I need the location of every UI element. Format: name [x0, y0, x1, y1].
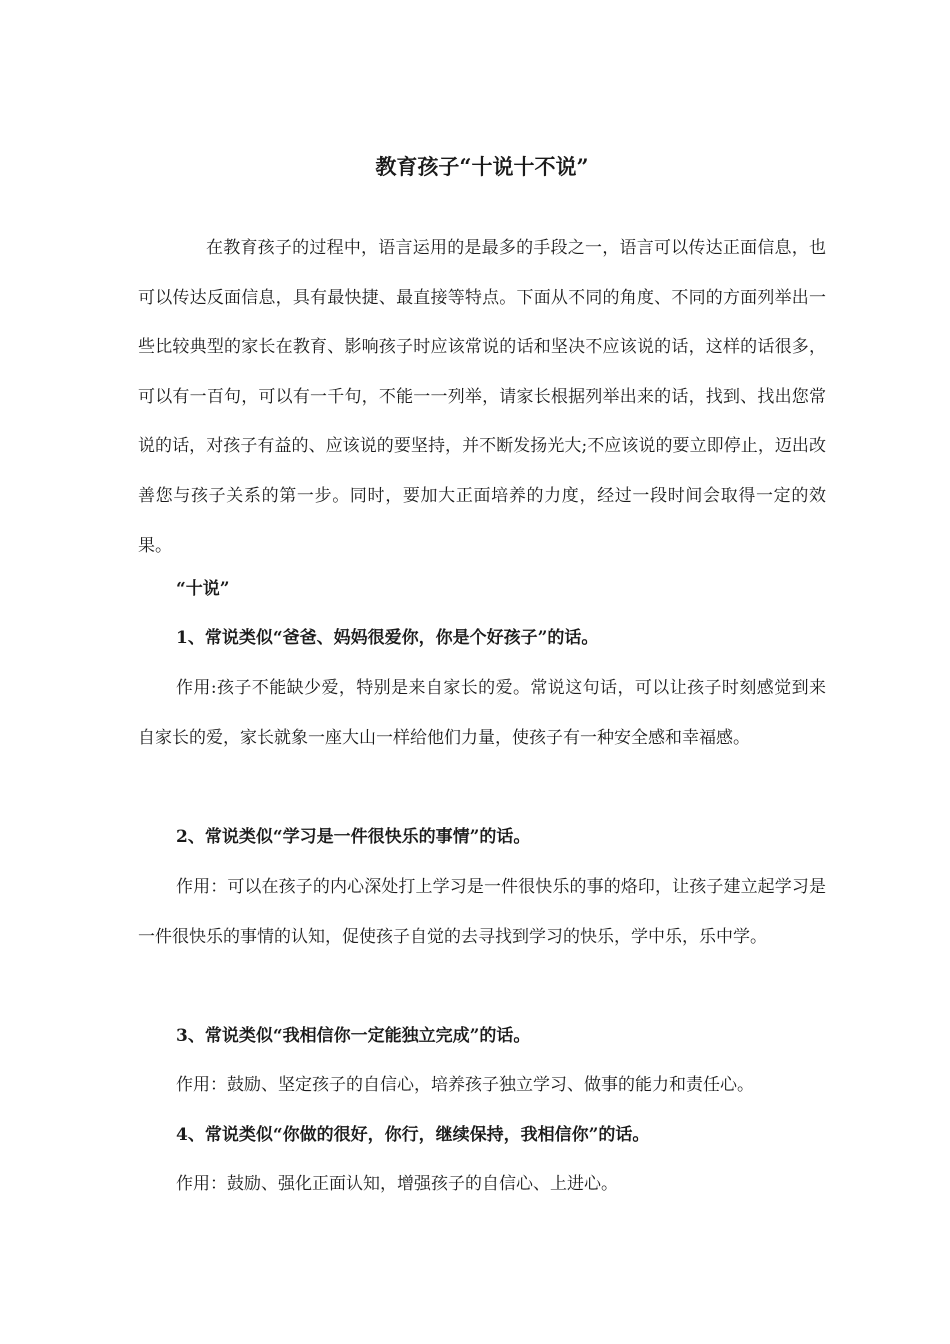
item-1-heading: 1、常说类似“爸爸、妈妈很爱你，你是个好孩子”的话。	[176, 628, 599, 648]
item-4-heading: 4、常说类似“你做的很好，你行，继续保持，我相信你”的话。	[176, 1125, 650, 1145]
item-2-effect: 作用：可以在孩子的内心深处打上学习是一件很快乐的事的烙印，让孩子建立起学习是一件很快乐的事情的认知，促使孩子自觉的去寻找到学习的快乐，学中乐，乐中学。	[138, 877, 826, 947]
item-3-heading: 3、常说类似“我相信你一定能独立完成”的话。	[176, 1026, 531, 1046]
document-title: 教育孩子“十说十不说”	[375, 154, 589, 179]
section-label-ten-say: “十说”	[176, 579, 230, 599]
intro-paragraph: 在教育孩子的过程中，语言运用的是最多的手段之一，语言可以传达正面信息，也可以传达反面信息，具有最快捷、最直接等特点。下面从不同的角度、不同的方面列举出一些比较典型的家长在教育、影响孩子时应该常说的话和坚决不应该说的话，这样的话很多，可以有一百句，可以有一千句，不能一一列举，请家长根据列举出来的话，找到、找出您常说的话，对孩子有益的、应该说的要坚持，并不断发扬光大;不应该说的要立即停止，迈出改善您与孩子关系的第一步。同时，要加大正面培养的力度，经过一段时间会取得一定的效果。	[138, 238, 826, 556]
item-1-effect: 作用:孩子不能缺少爱，特别是来自家长的爱。常说这句话，可以让孩子时刻感觉到来自家长的爱，家长就象一座大山一样给他们力量，使孩子有一种安全感和幸福感。	[138, 678, 826, 748]
item-2-heading: 2、常说类似“学习是一件很快乐的事情”的话。	[176, 827, 531, 847]
item-3-effect: 作用：鼓励、坚定孩子的自信心，培养孩子独立学习、做事的能力和责任心。	[176, 1075, 754, 1095]
item-4-effect: 作用：鼓励、强化正面认知，增强孩子的自信心、上进心。	[176, 1174, 618, 1194]
